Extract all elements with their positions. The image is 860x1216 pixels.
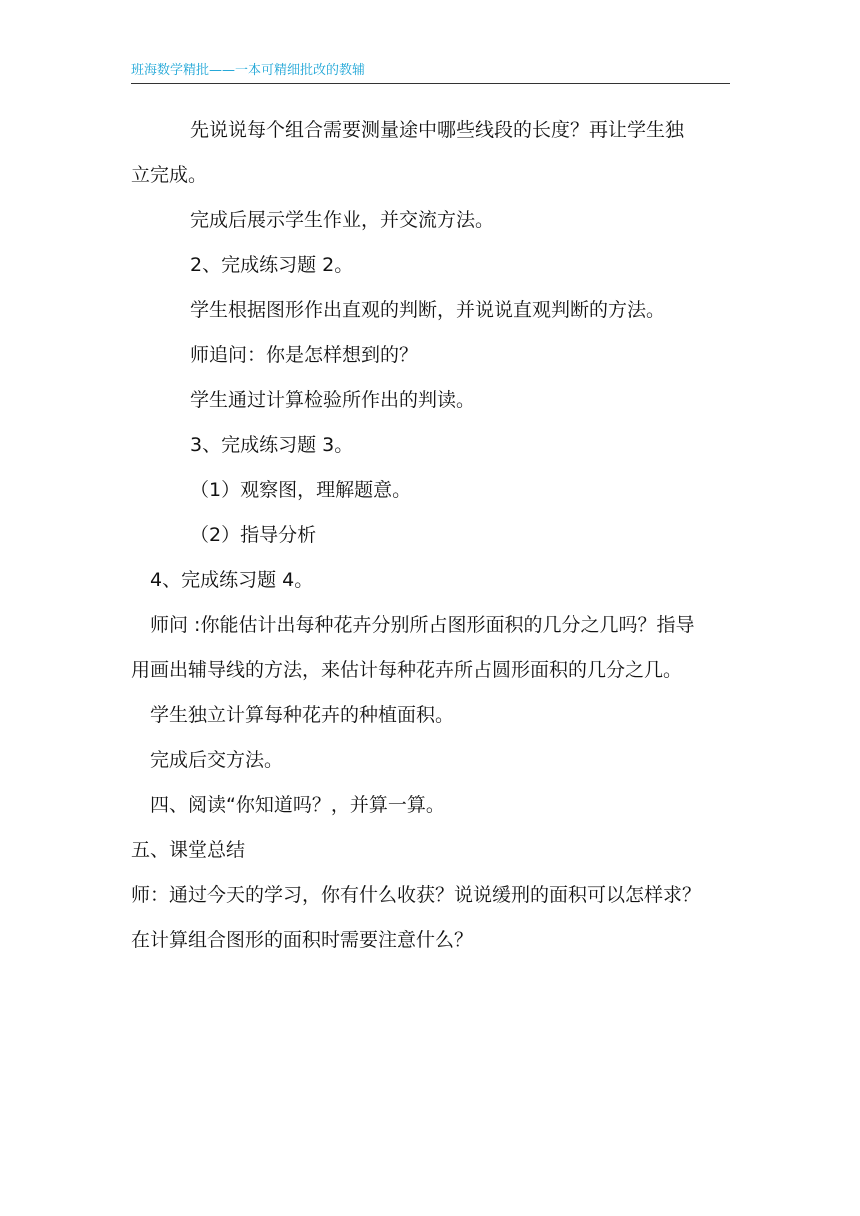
paragraph-line-14: 学生独立计算每种花卉的种植面积。 xyxy=(150,704,455,726)
paragraph-line-7: 学生通过计算检验所作出的判读。 xyxy=(190,389,476,411)
paragraph-line-3: 完成后展示学生作业，并交流方法。 xyxy=(190,209,495,231)
paragraph-line-12: 师问 :你能估计出每种花卉分别所占图形面积的几分之几吗？指导 xyxy=(150,614,695,636)
paragraph-line-16: 四、阅读“你知道吗？，并算一算。 xyxy=(150,794,445,816)
paragraph-line-15: 完成后交方法。 xyxy=(150,749,284,771)
paragraph-line-18: 师：通过今天的学习，你有什么收获？说说缓刑的面积可以怎样求？ xyxy=(131,884,702,906)
paragraph-line-17: 五、课堂总结 xyxy=(131,839,246,861)
paragraph-line-10: （2）指导分析 xyxy=(190,524,317,546)
paragraph-line-5: 学生根据图形作出直观的判断，并说说直观判断的方法。 xyxy=(190,299,666,321)
paragraph-line-2: 立完成。 xyxy=(131,164,208,186)
paragraph-line-4: 2、完成练习题 2。 xyxy=(190,254,354,276)
paragraph-line-6: 师追问：你是怎样想到的？ xyxy=(190,344,419,366)
paragraph-line-8: 3、完成练习题 3。 xyxy=(190,434,354,456)
paragraph-line-9: （1）观察图，理解题意。 xyxy=(190,479,412,501)
paragraph-line-11: 4、完成练习题 4。 xyxy=(150,569,314,591)
paragraph-line-19: 在计算组合图形的面积时需要注意什么？ xyxy=(131,929,474,951)
paragraph-line-13: 用画出辅导线的方法，来估计每种花卉所占圆形面积的几分之几。 xyxy=(131,659,683,681)
page-header xyxy=(131,61,730,84)
header-text: 班海数学精批——一本可精细批改的教辅 xyxy=(131,63,366,78)
paragraph-line-1: 先说说每个组合需要测量途中哪些线段的长度？再让学生独 xyxy=(190,119,685,141)
